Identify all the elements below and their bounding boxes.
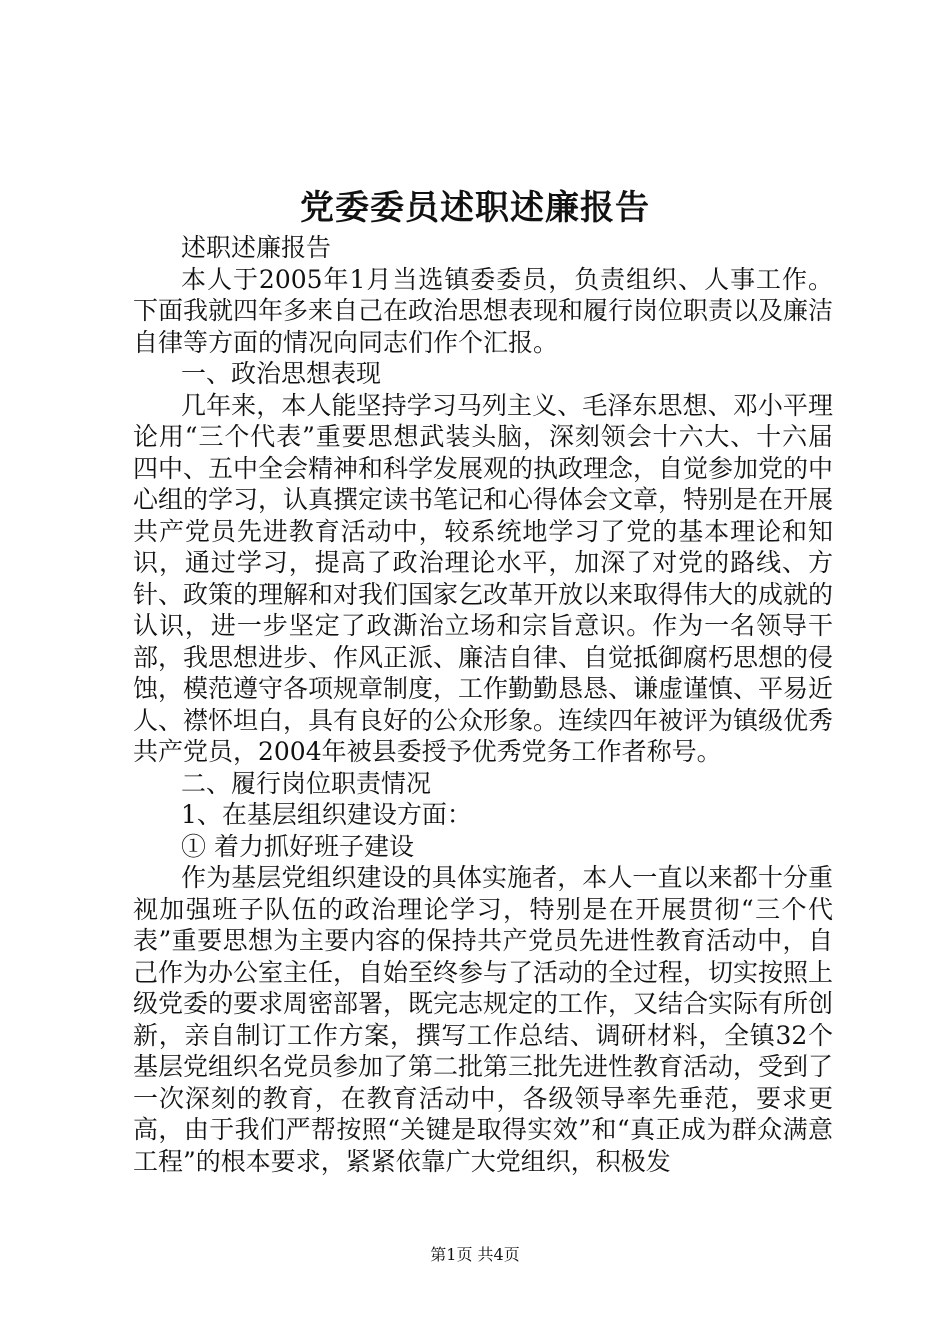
subsection-heading-grassroots: 1、在基层组织建设方面：: [181, 800, 472, 829]
paragraph-intro: 本人于2005年1月当选镇委委员，负责组织、人事工作。下面我就四年多来自己在政治思想表现和履行岗位职责以及廉洁自律等方面的情况向同志们作个汇报。: [133, 264, 834, 357]
paragraph-political: 几年来，本人能坚持学习马列主义、毛泽东思想、邓小平理论用“三个代表”重要思想武装头脑，深刻领会十六大、十六届四中、五中全会精神和科学发展观的执政理念，自觉参加党的中心组的学习，认真撰定读书笔记和心得体会文章，特别是在开展共产党员先进教育活动中，较系统地学习了党的基本理论和知识，通过学习，提高了政治理论水平，加深了对党的路线、方针、政策的理解和对我们国家乞改革开放以来取得伟大的成就的认识，进一步坚定了政澌治立场和宗旨意识。作为一名领导干部，我思想进步、作风正派、廉洁自律、自觉抵御腐朽思想的侵蚀，模范遵守各项规章制度，工作勤勤恳恳、谦虚谨慎、平易近人、襟怀坦白，具有良好的公众形象。连续四年被评为镇级优秀共产党员，2004年被县委授予优秀党务工作者称号。: [133, 390, 834, 766]
page-footer: 第1页 共4页: [430, 1245, 520, 1264]
document-body: [133, 232, 833, 1177]
section-heading-duties: 二、履行岗位职责情况: [181, 768, 432, 798]
section-heading-political: 一、政治思想表现: [181, 359, 382, 388]
item-heading-team: ① 着力抓好班子建设: [181, 831, 414, 861]
document-title: 党委委员述职述廉报告: [300, 188, 650, 228]
paragraph-team: 作为基层党组织建设的具体实施者，本人一直以来都十分重视加强班子队伍的政治理论学习，特别是在开展贯彻“三个代表”重要思想为主要内容的保持共产党员先进性教育活动中，自己作为办公室主任，自始至终参与了活动的全过程，切实按照上级党委的要求周密部署，既完志规定的工作，又结合实际有所创新，亲自制订工作方案，撰写工作总结、调研材料，全镇32个基层党组织名党员参加了第二批第三批先进性教育活动，受到了一次深刻的教育，在教育活动中，各级领导率先垂范，要求更高，由于我们严帮按照“关键是取得实效”和“真正成为群众满意工程”的根本要求，紧紧依靠广大党组织，积极发: [133, 863, 834, 1176]
paragraph-subtitle: 述职述廉报告: [181, 233, 332, 262]
